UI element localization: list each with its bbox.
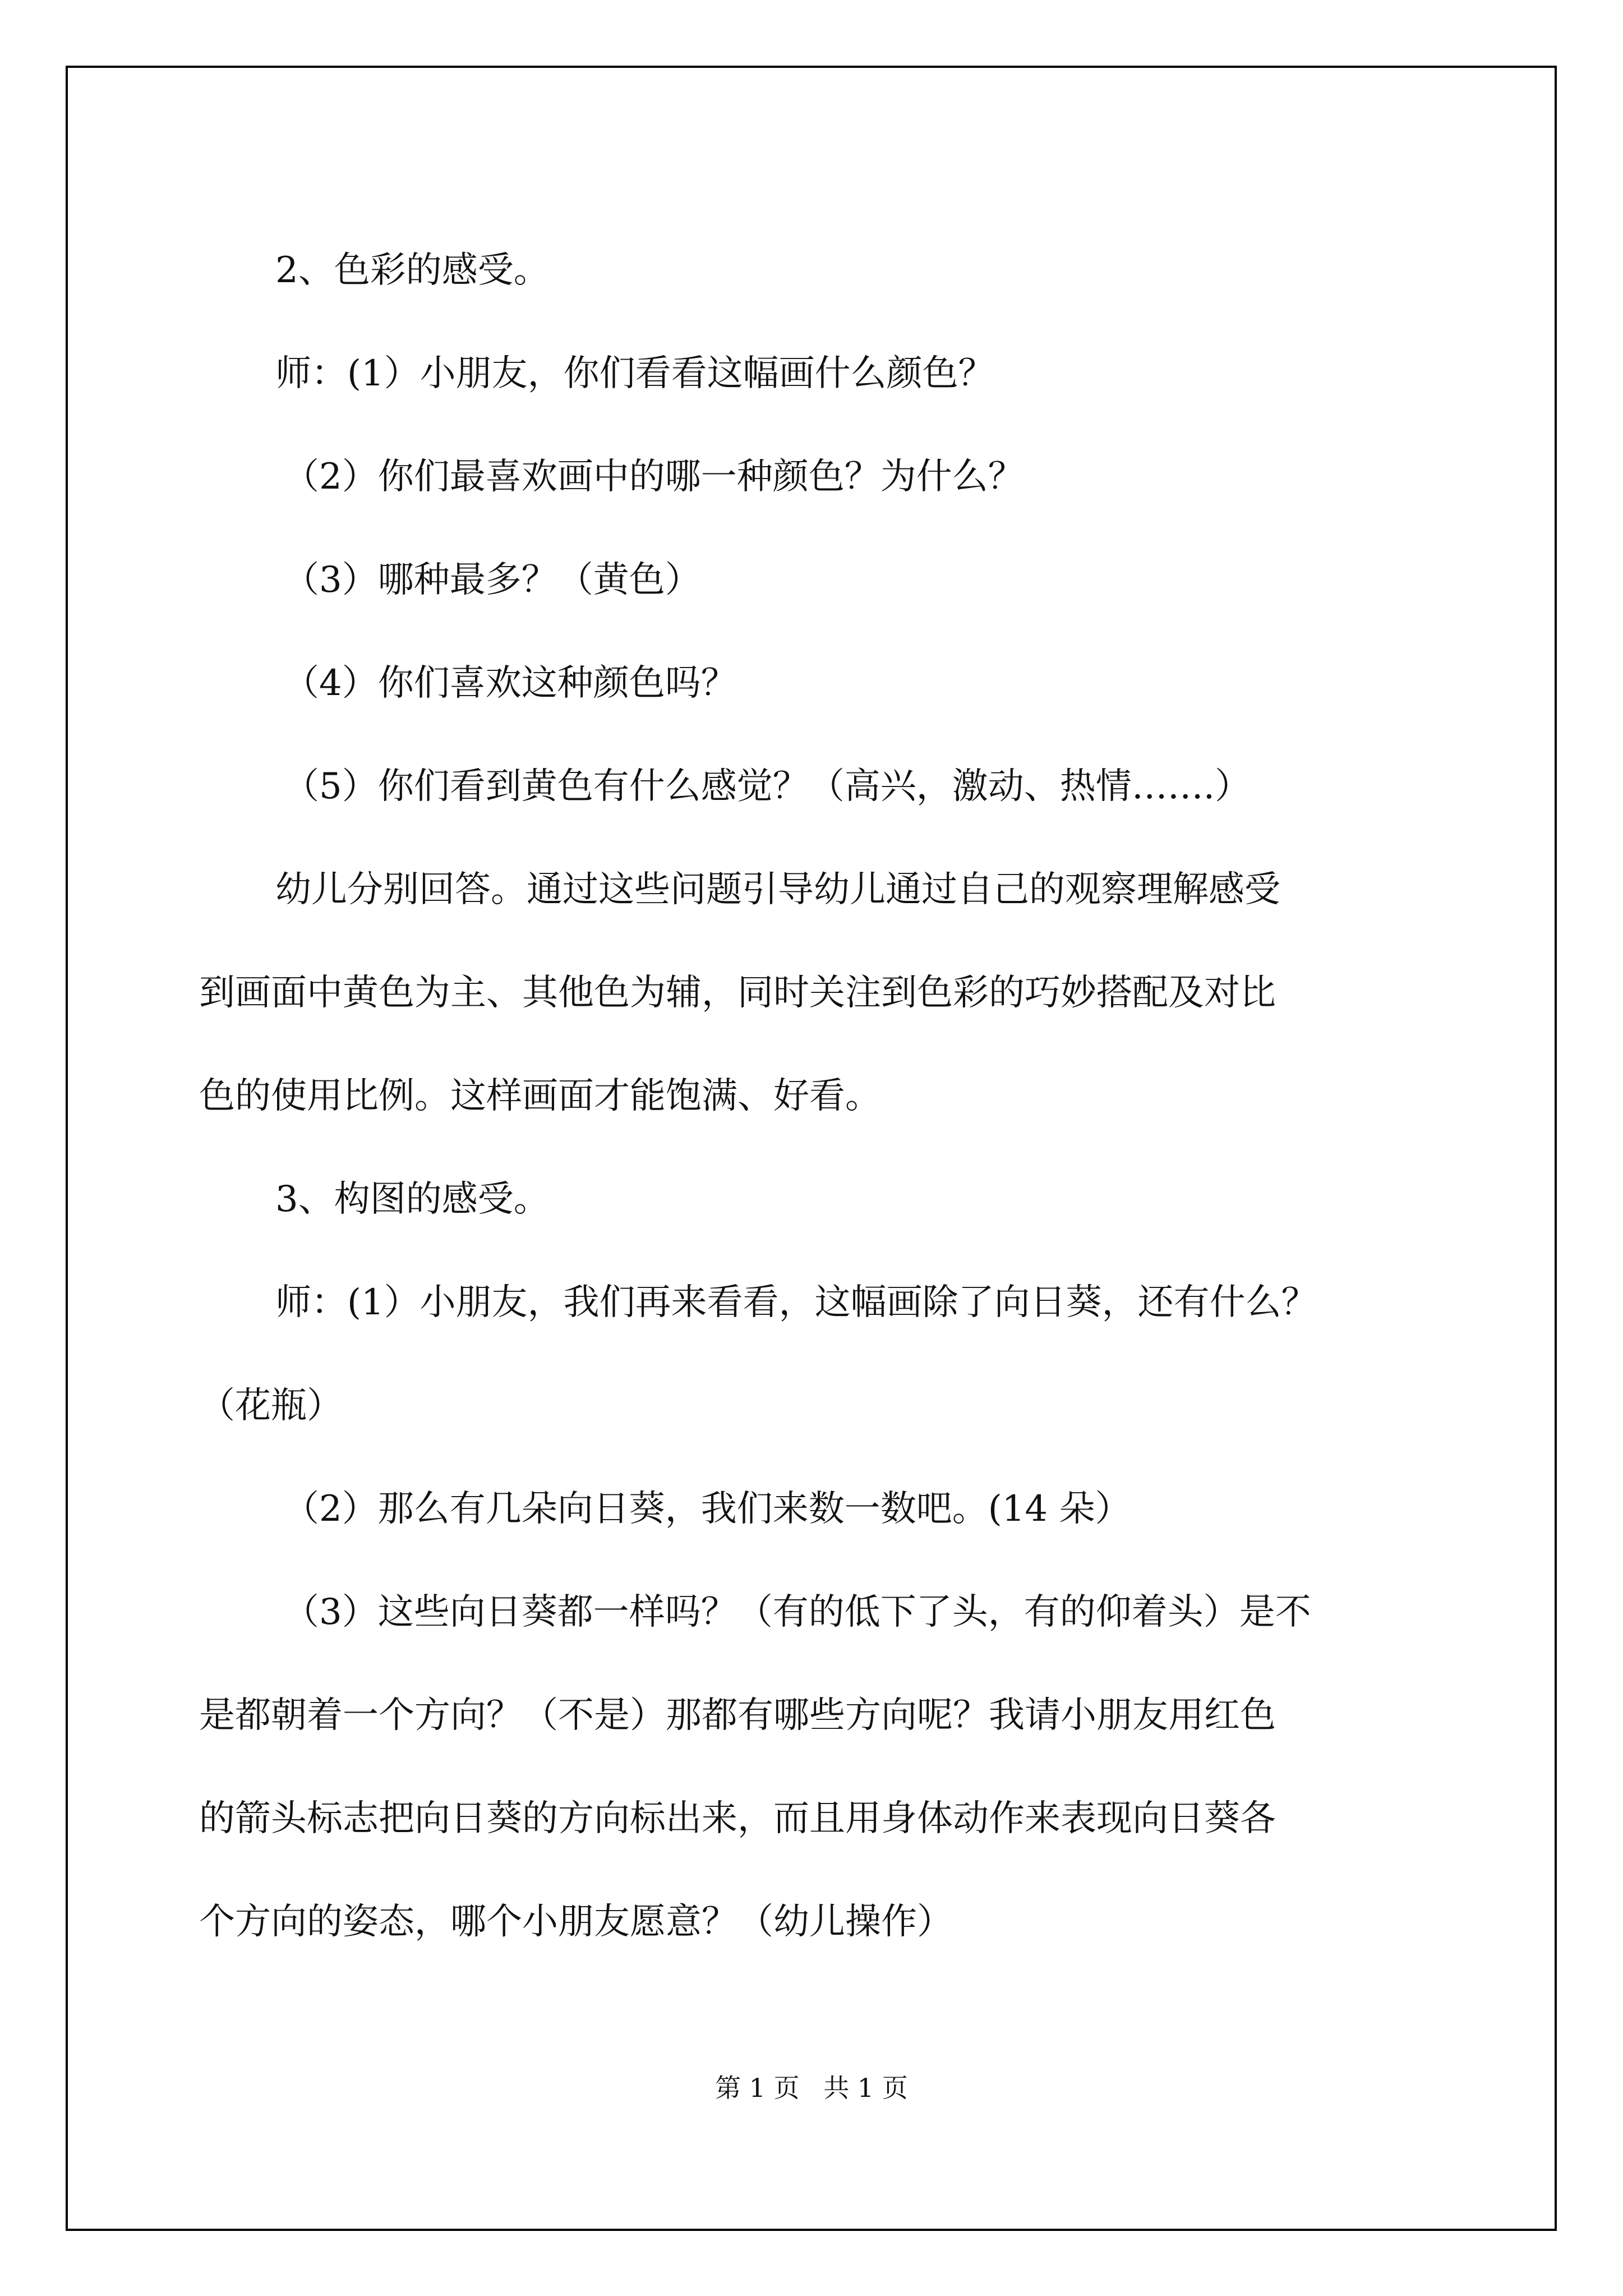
document-body bbox=[199, 219, 1433, 1973]
paragraph-line: 色的使用比例。这样画面才能饱满、好看。 bbox=[199, 1075, 881, 1117]
paragraph-line: （2）那么有几朵向日葵，我们来数一数吧。(14 朵） bbox=[283, 1488, 1131, 1530]
paragraph-line: （5）你们看到黄色有什么感觉？（高兴，激动、热情…….） bbox=[283, 766, 1251, 807]
section-heading-color: 2、色彩的感受。 bbox=[275, 250, 550, 291]
paragraph-line: （3）哪种最多？（黄色） bbox=[283, 559, 701, 601]
paragraph-line: 师：(1）小朋友，我们再来看看，这幅画除了向日葵，还有什么？ bbox=[275, 1282, 1317, 1323]
paragraph-line: （花瓶） bbox=[199, 1385, 343, 1427]
section-heading-composition: 3、构图的感受。 bbox=[275, 1179, 550, 1220]
paragraph-line: （2）你们最喜欢画中的哪一种颜色？为什么？ bbox=[283, 456, 1024, 498]
paragraph-line: （3）这些向日葵都一样吗？（有的低下了头，有的仰着头）是不 bbox=[283, 1591, 1311, 1633]
paragraph-line: 个方向的姿态，哪个小朋友愿意？（幼儿操作） bbox=[199, 1901, 953, 1943]
paragraph-line: 幼儿分别回答。通过这些问题引导幼儿通过自己的观察理解感受 bbox=[275, 869, 1280, 910]
paragraph-line: 师：(1）小朋友，你们看看这幅画什么颜色？ bbox=[275, 353, 994, 394]
page-footer bbox=[0, 2071, 1623, 2105]
paragraph-line: 到画面中黄色为主、其他色为辅，同时关注到色彩的巧妙搭配及对比 bbox=[199, 972, 1276, 1014]
paragraph-line: 是都朝着一个方向？（不是）那都有哪些方向呢？我请小朋友用红色 bbox=[199, 1695, 1276, 1736]
paragraph-line: （4）你们喜欢这种颜色吗？ bbox=[283, 662, 737, 704]
paragraph-line: 的箭头标志把向日葵的方向标出来，而且用身体动作来表现向日葵各 bbox=[199, 1798, 1276, 1839]
page-number-current: 第 1 页 bbox=[715, 2073, 800, 2103]
page-number-total: 共 1 页 bbox=[823, 2073, 908, 2103]
